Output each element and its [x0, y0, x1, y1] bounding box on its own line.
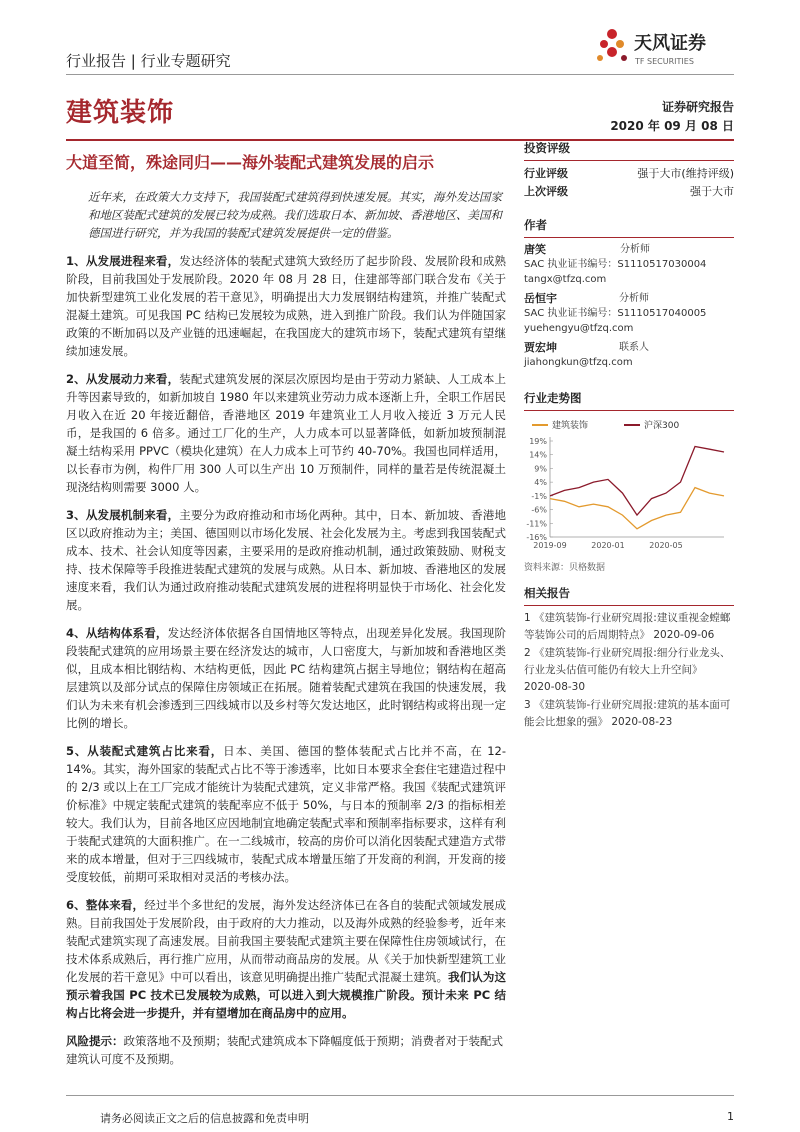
intro-paragraph: 近年来，在政策大力支持下，我国装配式建筑得到快速发展。其实，海外发达国家和地区装配式建筑的发展已较为成熟。我们选取日本、新加坡、香港地区、美国和德国进行研究，并为我国的装配式建筑发展提供一定的借鉴。 — [88, 190, 502, 240]
y-tick-label: 9% — [534, 464, 547, 474]
previous-rating: 上次评级 强于大市 — [524, 185, 734, 198]
logo-cn: 天风证券 — [634, 33, 706, 54]
legend-label-0: 建筑装饰 — [552, 421, 589, 431]
authors-heading: 作者 — [524, 215, 734, 238]
related-heading: 相关报告 — [524, 583, 734, 606]
related-report-3[interactable]: 3 《建筑装饰-行业研究周报:建筑的基本面可能会比想象的强》 2020-08-23 — [524, 699, 731, 728]
risk-warning: 风险提示：政策落地不及预期；装配式建筑成本下降幅度低于预期；消费者对于装配式建筑认可度不及预期。 — [66, 1034, 503, 1066]
page-number: 1 — [727, 1110, 734, 1123]
point-5: 5、从装配式建筑占比来看，日本、美国、德国的整体装配式占比并不高，在 12-14%。其实，海外国家的装配式占比不等于渗透率，比如日本要求全套住宅建造过程中的 2/3 或以上在工厂完成才能统计为装配式建筑，定义非常严格。我国《装配式建筑评价标准》中规定装配式建筑的装配率应不低于 50%，与日本的预制率 2/3 的指标相差较大。我们认为，目前各地区应因地制宜地确定装配式率和预制率指标要求，这样有利于装配式建筑的大面积推广。在一二线城市，较高的房价可以消化因装配式建造方式带来的成本增量，但对于三四线城市，装配式成本增量压缩了开发商的利润，开发商的接受度较低，前期可采取相对灵活的考核办法。 — [66, 744, 506, 884]
header-divider — [66, 74, 734, 75]
point-2: 2、从发展动力来看，装配式建筑发展的深层次原因均是由于劳动力紧缺、人工成本上升等因素导致的，如新加坡自 1980 年以来建筑业劳动力成本逐渐上升，全职工作居民月收入在近 20 年接近翻倍，香港地区 2019 年建筑业工人月收入接近 3 万元人民币，是我国的 6 倍多。通过工厂化的生产，人力成本可以显著降低，如新加坡预制混凝土结构采用 PPVC（模块化建筑）在人力成本上可节约 40-70%。我国也同样适用，以长春市为例，构件厂用 300 人可以生产出 10 万预制件，同样的量若是传统混凝土现浇结构则需要 3000 人。 — [66, 372, 506, 494]
author-1: 唐笑 分析师 SAC 执业证书编号：S1110517030004 tangx@tfzq.com — [524, 243, 707, 285]
point-1: 1、从发展进程来看，发达经济体的装配式建筑大致经历了起步阶段、发展阶段和成熟阶段，目前我国处于发展阶段。2020 年 08 月 28 日，住建部等部门联合发布《关于加快新型建筑工业化发展的若干意见》，明确提出大力发展钢结构建筑，并推广装配式混凝土建筑。可见我国 PC 结构已发展较为成熟，进入到推广阶段。我们认为伴随国家政策的不断加码以及产业链的迅速崛起，在我国庞大的建筑市场下，装配式建筑有望继续加速发展。 — [66, 254, 506, 358]
company-logo — [594, 22, 734, 70]
series-line-1 — [550, 447, 724, 516]
industry-rating: 行业评级 强于大市(维持评级) — [524, 167, 734, 180]
related-report-1[interactable]: 1 《建筑装饰-行业研究周报:建议重视金螳螂等装饰公司的后周期特点》 2020-09-06 — [524, 612, 731, 641]
point-3: 3、从发展机制来看，主要分为政府推动和市场化两种。其中，日本、新加坡、香港地区以政府推动为主；美国、德国则以市场化发展、社会化发展为主。考虑到我国装配式成本、技术、社会认知度等因素，主要采用的是政府推动机制，通过政策鼓励、财税支持、技术保障等手段推进装配式建筑的发展与成熟。从日本、新加坡、香港地区的发展速度来看，我们认为通过政府推动装配式建筑发展的进程将明显快于市场化、社会化发展。 — [66, 508, 506, 612]
footer-divider — [66, 1095, 734, 1096]
report-date: 2020 年 09 月 08 日 — [610, 119, 734, 133]
trend-heading: 行业走势图 — [524, 388, 734, 411]
y-tick-label: 19% — [529, 437, 547, 446]
footer-disclaimer[interactable]: 请务必阅读正文之后的信息披露和免责申明 — [100, 1112, 309, 1125]
author-2: 岳恒宇 分析师 SAC 执业证书编号：S1110517040005 yuehengyu@tfzq.com — [524, 292, 707, 334]
y-tick-label: -6% — [531, 505, 547, 515]
x-tick-label: 2019-09 — [533, 541, 567, 550]
logo-mark-icon — [594, 22, 734, 70]
chart-source: 资料来源：贝格数据 — [524, 563, 606, 573]
author-3: 贾宏坤 联系人 jiahongkun@tfzq.com — [524, 341, 649, 368]
y-tick-label: -11% — [526, 519, 547, 529]
x-tick-label: 2020-05 — [649, 541, 683, 550]
x-tick-label: 2020-01 — [591, 541, 625, 550]
report-type: 行业报告 | 行业专题研究 — [66, 52, 231, 70]
y-tick-label: -16% — [526, 533, 547, 542]
trend-chart — [524, 415, 734, 555]
logo-en: TF SECURITIES — [635, 57, 694, 66]
sidebar — [524, 138, 734, 732]
series-line-0 — [550, 488, 724, 529]
related-report-2[interactable]: 2 《建筑装饰-行业研究周报:细分行业龙头、行业龙头估值可能仍有较大上升空间》 2020-08-30 — [524, 647, 731, 693]
point-4: 4、从结构体系看，发达经济体依据各自国情地区等特点，出现差异化发展。我国现阶段装配式建筑的应用场景主要在经济发达的城市，人口密度大，与新加坡和香港地区类似，且成本相比钢结构、木结构更低，因此 PC 结构建筑占据主导地位；钢结构在超高层建筑以及部分试点的保障住房领域正在拓展。随着装配式建筑在我国的快速发展，我们认为未来有机会渗透到三四线城市以及乡村等欠发达地区，此时钢结构或将出现一定比例的增长。 — [66, 626, 506, 730]
y-tick-label: -1% — [531, 491, 547, 501]
report-category: 证券研究报告 — [661, 100, 734, 114]
point-6: 6、整体来看，经过半个多世纪的发展，海外发达经济体已在各自的装配式领域发展成熟。目前我国处于发展阶段，由于政府的大力推动，以及海外成熟的经验参考，近年来装配式建筑实现了高速发展。目前我国主要装配式建筑主要在保障性住房领域试行，在技术体系成熟后，再行推广应用，从而带动商品房的发展。从《关于加快新型建筑工业化发展的若干意见》中可以看出，该意见明确提出推广装配式混凝土建筑。我们认为这预示着我国 PC 技术已发展较为成熟，可以进入到大规模推广阶段。预计未来 PC 结构占比将会进一步提升，并有望增加在商品房中的应用。 — [66, 898, 506, 1020]
y-tick-label: 14% — [529, 450, 547, 460]
legend-label-1: 沪深300 — [644, 421, 680, 431]
report-title: 大道至简，殊途同归——海外装配式建筑发展的启示 — [66, 153, 435, 172]
rating-heading: 投资评级 — [524, 138, 734, 161]
y-tick-label: 4% — [534, 478, 547, 488]
sector-name: 建筑装饰 — [66, 98, 175, 128]
main-body — [66, 188, 506, 1068]
